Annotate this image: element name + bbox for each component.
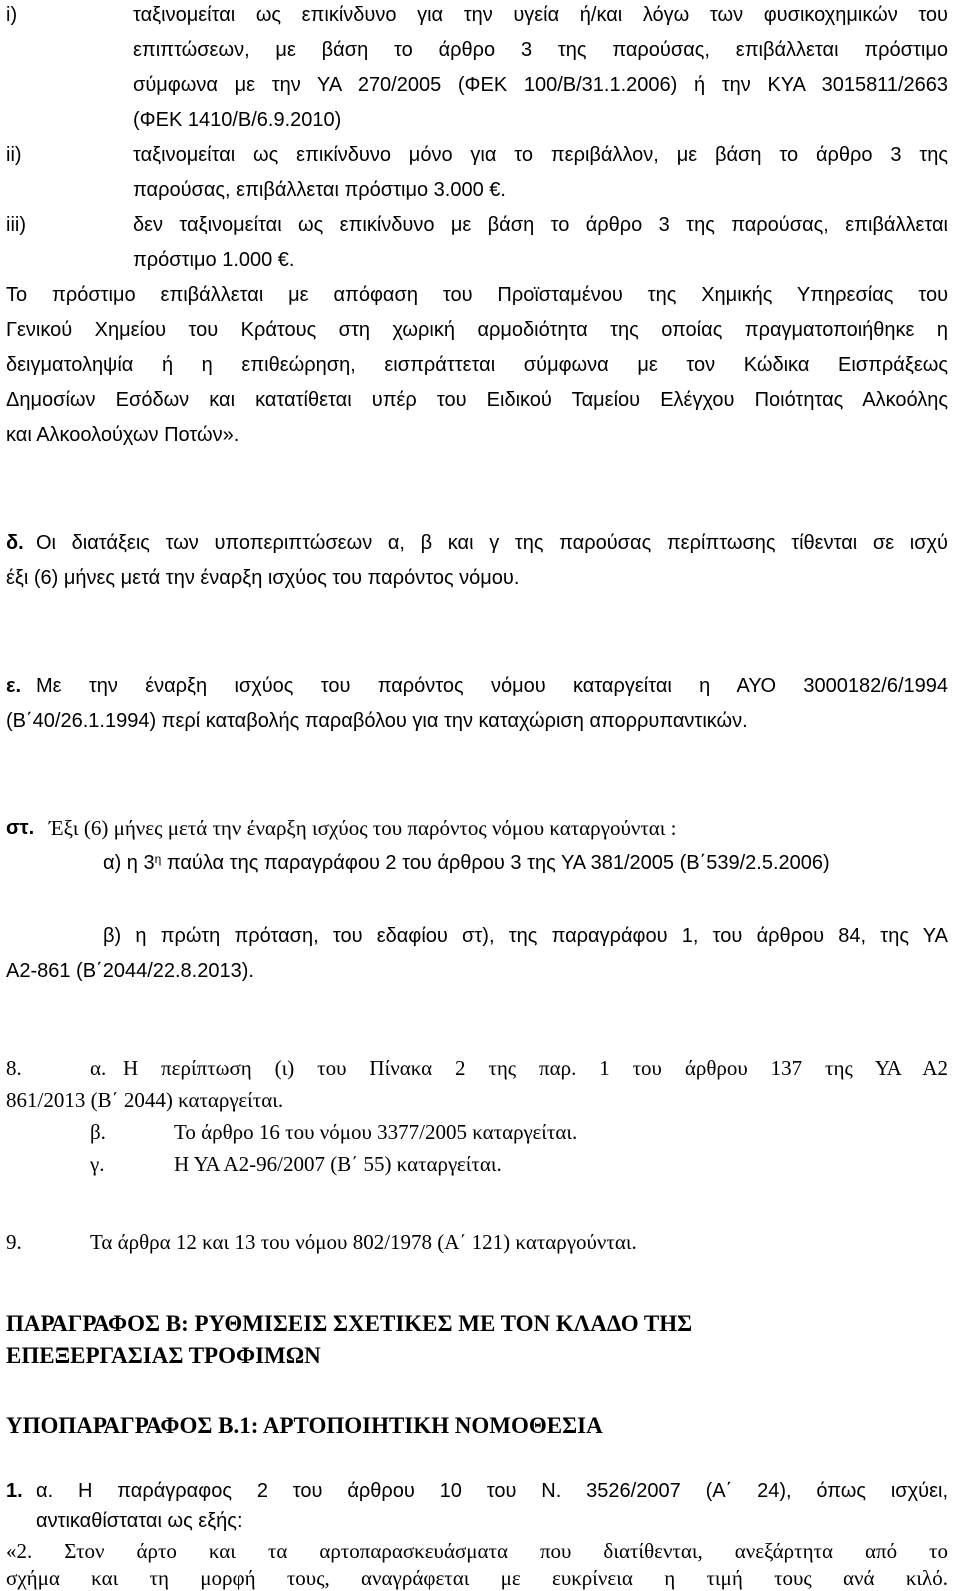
- section-d-line-1: Οι διατάξεις των υποπεριπτώσεων α, β και γ της παρούσας περίπτωσης τίθενται σε ισχύ: [36, 532, 948, 554]
- section-st-item-a-post: παύλα της παραγράφου 2 του άρθρου 3 της ΥΑ 381/2005 (Β΄539/2.5.2006): [161, 852, 830, 874]
- section-st-item-b-line-1: β) η πρώτη πρόταση, του εδαφίου στ), της παραγράφου 1, του άρθρου 84, της ΥΑ: [103, 925, 948, 947]
- section-8-c-text: Η ΥΑ Α2-96/2007 (Β΄ 55) καταργείται.: [174, 1152, 502, 1176]
- fine-paragraph-line-5: και Αλκοολούχων Ποτών».: [6, 424, 240, 446]
- section-8-a-label: α.: [90, 1056, 107, 1080]
- fine-paragraph-line-3: δειγματοληψία ή η επιθεώρηση, εισπράττεται σύμφωνα με τον Κώδικα Εισπράξεως: [6, 354, 948, 376]
- fine-paragraph-line-2: Γενικού Χημείου του Κράτους στη χωρική αρμοδιότητα της οποίας πραγματοποιήθηκε η: [6, 319, 948, 341]
- section-st-item-a-pre: α) η 3: [103, 852, 155, 874]
- list-marker-ii: ii): [6, 144, 22, 166]
- item-1-line-1: α. Η παράγραφος 2 του άρθρου 10 του Ν. 3526/2007 (Α΄ 24), όπως ισχύει,: [36, 1480, 948, 1502]
- section-st-item-a-sup: η: [154, 852, 162, 866]
- section-st-label: στ.: [6, 817, 35, 839]
- section-e-line-1: Με την έναρξη ισχύος του παρόντος νόμου καταργείται η ΑΥΟ 3000182/6/1994: [36, 675, 948, 697]
- section-8-number: 8.: [6, 1056, 22, 1080]
- section-8-b-text: Το άρθρο 16 του νόμου 3377/2005 καταργείται.: [174, 1120, 578, 1144]
- list-item-i-line-4: (ΦΕΚ 1410/Β/6.9.2010): [133, 109, 342, 131]
- list-item-i-line-2: επιπτώσεων, με βάση το άρθρο 3 της παρούσας, επιβάλλεται πρόστιμο: [133, 39, 948, 61]
- section-e-label: ε.: [6, 675, 22, 697]
- heading-paragraph-b-line-1: ΠΑΡΑΓΡΑΦΟΣ Β: ΡΥΘΜΙΣΕΙΣ ΣΧΕΤΙΚΕΣ ΜΕ ΤΟΝ ΚΛΑΔΟ ΤΗΣ: [6, 1311, 693, 1336]
- list-item-ii-line-2: παρούσας, επιβάλλεται πρόστιμο 3.000 €.: [133, 179, 506, 201]
- quote-line-1: «2. Στον άρτο και τα αρτοπαρασκευάσματα που διατίθενται, ανεξάρτητα από το: [6, 1539, 948, 1563]
- list-item-iii-line-2: πρόστιμο 1.000 €.: [133, 249, 295, 271]
- section-d-line-2: έξι (6) μήνες μετά την έναρξη ισχύος του παρόντος νόμου.: [6, 567, 520, 589]
- list-item-i-line-1: ταξινομείται ως επικίνδυνο για την υγεία ή/και λόγω των φυσικοχημικών του: [133, 4, 948, 26]
- section-8-a-line-2: 861/2013 (Β΄ 2044) καταργείται.: [6, 1088, 284, 1112]
- fine-paragraph-line-1: Το πρόστιμο επιβάλλεται με απόφαση του Προϊσταμένου της Χημικής Υπηρεσίας του: [6, 284, 948, 306]
- fine-paragraph-line-4: Δημοσίων Εσόδων και κατατίθεται υπέρ του Ειδικού Ταμείου Ελέγχου Ποιότητας Αλκοόλης: [6, 389, 948, 411]
- section-d-label: δ.: [6, 532, 24, 554]
- section-st-item-a: [103, 850, 830, 876]
- section-8-a-line-1: Η περίπτωση (ι) του Πίνακα 2 της παρ. 1 του άρθρου 137 της ΥΑ Α2: [123, 1056, 948, 1080]
- section-9-text: Τα άρθρα 12 και 13 του νόμου 802/1978 (Α΄ 121) καταργούνται.: [90, 1230, 637, 1254]
- list-item-iii-line-1: δεν ταξινομείται ως επικίνδυνο με βάση το άρθρο 3 της παρούσας, επιβάλλεται: [133, 214, 948, 236]
- list-marker-i: i): [6, 4, 18, 26]
- section-e-line-2: (Β΄40/26.1.1994) περί καταβολής παραβόλου για την καταχώριση απορρυπαντικών.: [6, 710, 748, 732]
- heading-paragraph-b-line-2: ΕΠΕΞΕΡΓΑΣΙΑΣ ΤΡΟΦΙΜΩΝ: [6, 1343, 321, 1368]
- section-9-number: 9.: [6, 1230, 22, 1254]
- section-st-item-b-line-2: Α2-861 (Β΄2044/22.8.2013).: [6, 960, 254, 982]
- list-item-i-line-3: σύμφωνα με την ΥΑ 270/2005 (ΦΕΚ 100/Β/31.1.2006) ή την ΚΥΑ 3015811/2663: [133, 74, 948, 96]
- item-1-line-2: αντικαθίσταται ως εξής:: [36, 1510, 243, 1532]
- item-1-number: 1.: [6, 1480, 23, 1502]
- section-st-intro: Έξι (6) μήνες μετά την έναρξη ισχύος του παρόντος νόμου καταργούνται :: [49, 816, 677, 840]
- section-8-b-label: β.: [90, 1120, 106, 1144]
- quote-line-2: σχήμα και τη μορφή τους, αναγράφεται με ευκρίνεια η τιμή τους ανά κιλό.: [6, 1566, 948, 1590]
- list-marker-iii: iii): [6, 214, 26, 236]
- section-8-c-label: γ.: [90, 1152, 105, 1176]
- heading-subparagraph-b1: ΥΠΟΠΑΡΑΓΡΑΦΟΣ Β.1: ΑΡΤΟΠΟΙΗΤΙΚΗ ΝΟΜΟΘΕΣΙΑ: [6, 1413, 603, 1438]
- list-item-ii-line-1: ταξινομείται ως επικίνδυνο μόνο για το περιβάλλον, με βάση το άρθρο 3 της: [133, 144, 948, 166]
